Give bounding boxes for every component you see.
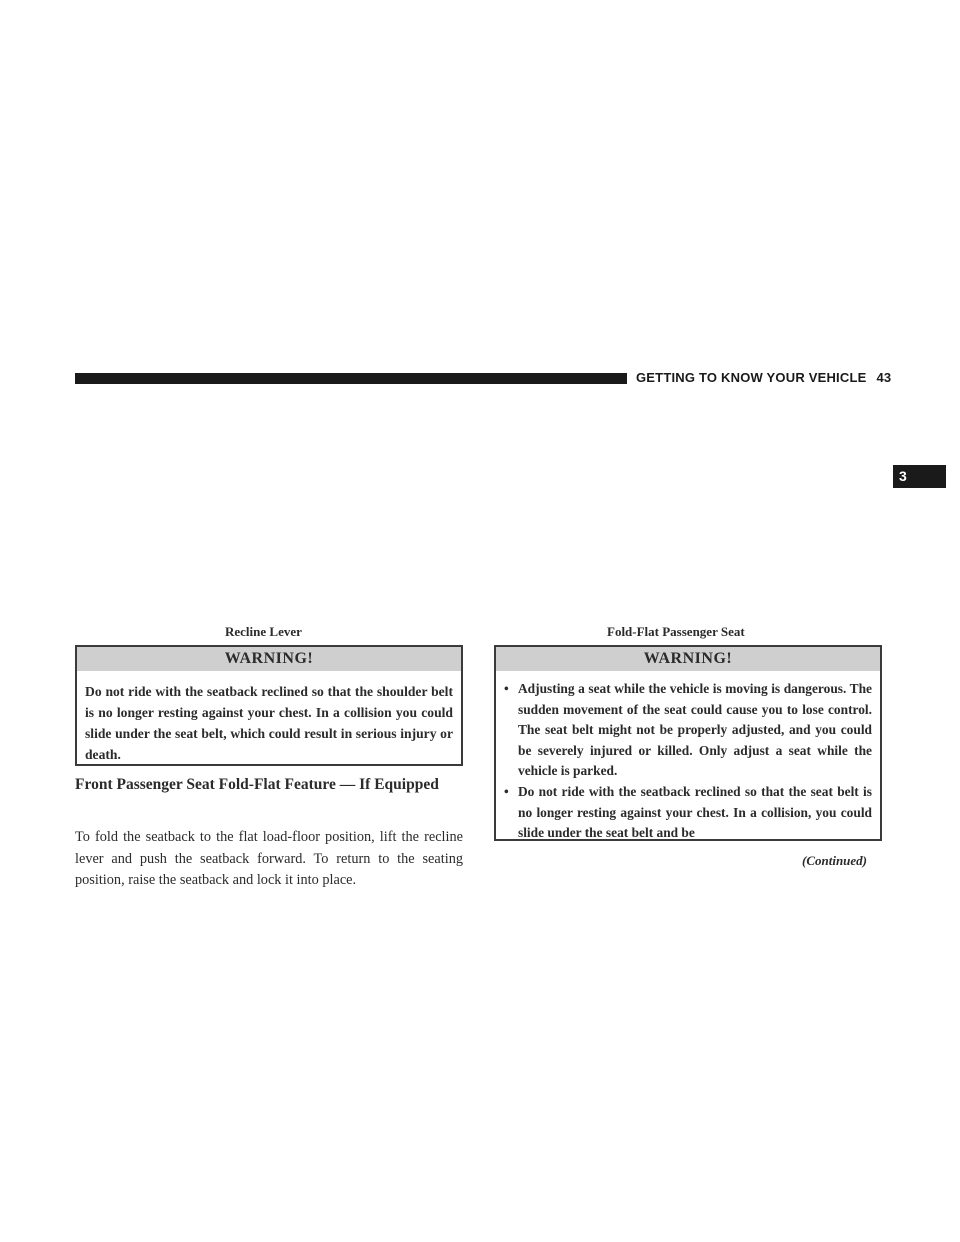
warning-list-item: • Adjusting a seat while the vehicle is moving is dangerous. The sudden movement of the seat could cause you to lose control. The seat belt might not be properly adjusted, and you could be severely injured or killed. Only adjust a seat while the vehicle is parked.	[504, 681, 872, 779]
figure-caption-recline-lever: Recline Lever	[225, 624, 302, 639]
figure-caption-fold-flat-seat: Fold-Flat Passenger Seat	[607, 624, 745, 639]
warning-box-seat-adjust	[494, 645, 882, 841]
section-title: GETTING TO KNOW YOUR VEHICLE	[636, 370, 867, 385]
warning-title: WARNING!	[496, 647, 880, 671]
body-paragraph: To fold the seatback to the flat load-floor position, lift the recline lever and push the seatback forward. To return to the seating position, raise the seatback and lock it into place.	[75, 829, 463, 888]
warning-title: WARNING!	[77, 647, 461, 671]
warning-list-item: • Do not ride with the seatback reclined so that the seat belt is no longer resting against your chest. In a collision, you could slide under the seat belt and be	[504, 783, 872, 841]
warning-box-recline	[75, 645, 463, 766]
warning-list	[496, 671, 880, 844]
continued-label: (Continued)	[802, 853, 868, 868]
bullet-icon: •	[504, 783, 509, 799]
warning-text: Do not ride with the seatback reclined so that the shoulder belt is no longer resting against your chest. In a collision you could slide under the seat belt, which could result in serious injury or death.	[85, 684, 453, 762]
chapter-tab: 3	[893, 465, 946, 488]
page-number: 43	[876, 370, 892, 385]
header-rule	[75, 373, 627, 384]
running-header	[636, 370, 891, 385]
bullet-icon: •	[504, 681, 509, 696]
section-heading: Front Passenger Seat Fold-Flat Feature — If Equipped	[75, 776, 439, 793]
